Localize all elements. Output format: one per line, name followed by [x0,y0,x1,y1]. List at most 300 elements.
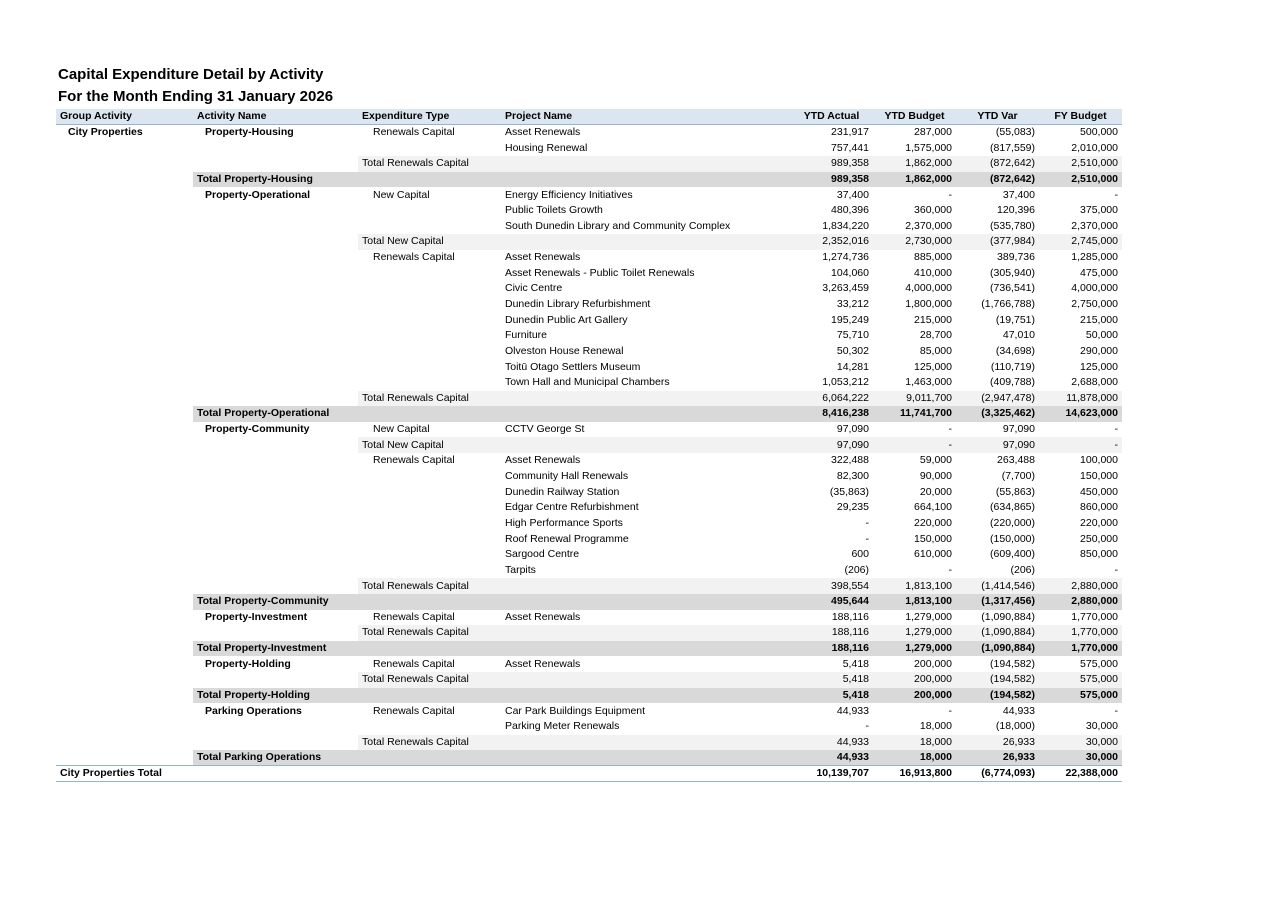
ytd-actual-cell: 75,710 [836,329,869,342]
expenditure-type-cell: Renewals Capital [373,657,455,670]
empty-cell [501,735,790,751]
empty-cell [501,766,790,782]
group-activity-cell [56,359,193,375]
fy-budget-cell: 575,000 [1080,657,1118,670]
table-row [56,297,1122,313]
activity-name-cell [193,563,358,579]
report-title: Capital Expenditure Detail by Activity [58,66,324,83]
activity-name-cell [193,218,358,234]
table-row [56,328,1122,344]
activity-name-cell [193,140,358,156]
project-name-cell: Energy Efficiency Initiatives [505,188,633,201]
empty-cell [501,594,790,610]
expenditure-type-cell [358,312,501,328]
empty-cell [56,391,193,407]
group-activity-cell [56,187,193,203]
ytd-var-cell: (194,582) [956,688,1039,704]
col-header-activity-name: Activity Name [193,109,358,125]
ytd-var-cell: (7,700) [1001,470,1035,483]
fy-budget-cell: 50,000 [1085,329,1118,342]
ytd-actual-cell: - [865,532,869,545]
project-name-cell: Toitū Otago Settlers Museum [505,360,641,373]
fy-budget-cell: 30,000 [1085,720,1118,733]
project-name-cell: Dunedin Library Refurbishment [505,298,651,310]
fy-budget-cell: 850,000 [1080,548,1118,561]
ytd-actual-cell: 989,358 [790,172,873,188]
ytd-var-cell: (1,090,884) [956,625,1039,641]
ytd-budget-cell: 2,730,000 [873,234,956,250]
fy-budget-cell: 22,388,000 [1039,766,1122,782]
ytd-actual-cell: 5,418 [790,672,873,688]
ytd-budget-cell: 200,000 [914,657,952,670]
ytd-budget-cell: 1,862,000 [873,172,956,188]
table-row [56,547,1122,563]
project-name-cell: Asset Renewals [505,251,581,264]
ytd-budget-cell: 150,000 [914,532,952,545]
fy-budget-cell: 2,880,000 [1039,594,1122,610]
fy-budget-cell: 11,878,000 [1039,391,1122,407]
ytd-actual-cell: 44,933 [790,750,873,766]
fy-budget-cell: 150,000 [1080,470,1118,483]
activity-total-label: Total Parking Operations [193,750,358,766]
ytd-budget-cell: 16,913,800 [873,766,956,782]
table-row [56,516,1122,532]
activity-name-cell: Parking Operations [205,704,302,717]
fy-budget-cell: 500,000 [1080,126,1118,139]
empty-cell [358,594,501,610]
ytd-var-cell: (377,984) [956,234,1039,250]
ytd-budget-cell: 1,279,000 [873,625,956,641]
group-activity-cell [56,375,193,391]
table-row [56,469,1122,485]
activity-name-cell [193,265,358,281]
project-name-cell: Parking Meter Renewals [505,720,620,733]
ytd-budget-cell: 1,463,000 [905,376,952,389]
ytd-var-cell: 37,400 [1002,188,1035,201]
activity-name-cell [193,516,358,532]
activity-name-cell [193,250,358,266]
ytd-actual-cell: 1,053,212 [822,376,869,389]
activity-total-label: Total Property-Housing [193,172,358,188]
empty-cell [501,672,790,688]
project-name-cell: Tarpits [505,563,536,576]
fy-budget-cell: 2,880,000 [1039,578,1122,594]
fy-budget-cell: 290,000 [1080,344,1118,357]
ytd-budget-cell: 18,000 [873,750,956,766]
group-activity-cell [56,203,193,219]
ytd-actual-cell: 5,418 [842,657,869,670]
subtotal-label: Total New Capital [358,234,501,250]
group-activity-cell [56,218,193,234]
grand-total-label: City Properties Total [56,766,193,782]
ytd-var-cell: (535,780) [990,219,1035,232]
ytd-actual-cell: 44,933 [836,704,869,717]
project-name-cell: CCTV George St [505,423,585,436]
subtotal-label: Total New Capital [358,437,501,453]
activity-name-cell [193,484,358,500]
project-name-cell: Furniture [505,329,548,342]
expenditure-type-cell [358,500,501,516]
activity-total-row [56,750,1122,766]
empty-cell [56,594,193,610]
expenditure-type-cell [358,203,501,219]
ytd-budget-cell: 1,279,000 [905,610,952,623]
project-name-cell: Town Hall and Municipal Chambers [505,376,670,389]
ytd-actual-cell: 33,212 [836,298,869,310]
table-row [56,500,1122,516]
ytd-var-cell: (194,582) [956,672,1039,688]
ytd-var-cell: (18,000) [995,720,1035,733]
empty-cell [501,406,790,422]
activity-name-cell [193,281,358,297]
group-activity-cell [56,656,193,672]
subtotal-label: Total Renewals Capital [358,156,501,172]
empty-cell [501,625,790,641]
ytd-var-cell: 26,933 [956,735,1039,751]
ytd-actual-cell: 322,488 [831,454,869,467]
ytd-budget-cell: 2,370,000 [905,219,952,232]
ytd-var-cell: (1,090,884) [981,610,1035,623]
expenditure-type-cell [358,719,501,735]
activity-name-cell [193,531,358,547]
ytd-var-cell: (1,414,546) [956,578,1039,594]
fy-budget-cell: 215,000 [1080,313,1118,326]
empty-cell [56,688,193,704]
group-activity-cell [56,328,193,344]
ytd-var-cell: (150,000) [990,532,1035,545]
ytd-budget-cell: 1,800,000 [905,298,952,310]
fy-budget-cell: - [1114,423,1118,436]
table-row [56,140,1122,156]
empty-cell [358,406,501,422]
expenditure-type-cell: New Capital [373,188,430,201]
activity-name-cell: Property-Housing [205,126,294,139]
table-row [56,203,1122,219]
project-name-cell: Asset Renewals [505,610,581,623]
project-name-cell: Dunedin Public Art Gallery [505,313,628,326]
fy-budget-cell: 2,750,000 [1071,298,1118,310]
expenditure-type-cell [358,218,501,234]
ytd-actual-cell: 2,352,016 [790,234,873,250]
ytd-var-cell: (34,698) [995,344,1035,357]
ytd-budget-cell: 610,000 [914,548,952,561]
fy-budget-cell: 4,000,000 [1071,282,1118,295]
empty-cell [501,750,790,766]
ytd-var-cell: (6,774,093) [956,766,1039,782]
fy-budget-cell: 125,000 [1080,360,1118,373]
fy-budget-cell: 14,623,000 [1039,406,1122,422]
subtotal-row [56,437,1122,453]
expenditure-type-cell: Renewals Capital [373,610,455,623]
ytd-var-cell: 120,396 [997,204,1035,217]
table-row [56,656,1122,672]
fy-budget-cell: 2,510,000 [1039,156,1122,172]
ytd-budget-cell: 410,000 [914,266,952,279]
activity-name-cell: Property-Community [205,423,310,436]
group-activity-cell [56,500,193,516]
empty-cell [56,750,193,766]
ytd-var-cell: 97,090 [1002,423,1035,436]
activity-name-cell: Property-Investment [205,610,308,623]
subtotal-row [56,672,1122,688]
ytd-var-cell: (110,719) [990,360,1035,373]
ytd-var-cell: (55,083) [995,126,1035,139]
empty-cell [56,437,193,453]
ytd-var-cell: (1,090,884) [956,641,1039,657]
ytd-budget-cell: 200,000 [873,688,956,704]
ytd-actual-cell: 10,139,707 [790,766,873,782]
subtotal-label: Total Renewals Capital [358,735,501,751]
report-subtitle: For the Month Ending 31 January 2026 [58,88,334,105]
group-activity-cell: City Properties [68,126,143,139]
subtotal-row [56,391,1122,407]
project-name-cell: Housing Renewal [505,141,588,154]
fy-budget-cell: 1,770,000 [1039,641,1122,657]
activity-name-cell [193,375,358,391]
col-header-ytd-budget: YTD Budget [873,109,956,125]
project-name-cell: High Performance Sports [505,516,623,529]
group-activity-cell [56,453,193,469]
activity-total-row [56,406,1122,422]
ytd-actual-cell: 188,116 [790,641,873,657]
ytd-var-cell: (2,947,478) [956,391,1039,407]
ytd-budget-cell: 1,575,000 [905,141,952,154]
ytd-actual-cell: 600 [851,548,869,561]
activity-total-label: Total Property-Holding [193,688,358,704]
ytd-actual-cell: 1,274,736 [822,251,869,264]
fy-budget-cell: - [1114,704,1118,717]
ytd-actual-cell: 37,400 [836,188,869,201]
grand-total-row [56,766,1122,782]
ytd-actual-cell: - [865,516,869,529]
subtotal-row [56,578,1122,594]
fy-budget-cell: 860,000 [1080,501,1118,514]
project-name-cell: Asset Renewals [505,454,581,467]
ytd-var-cell: (409,788) [990,376,1035,389]
group-activity-cell [56,297,193,313]
empty-cell [193,391,358,407]
ytd-var-cell: (609,400) [990,548,1035,561]
col-header-group-activity: Group Activity [56,109,193,125]
ytd-actual-cell: 757,441 [831,141,869,154]
group-activity-cell [56,719,193,735]
fy-budget-cell: 475,000 [1080,266,1118,279]
empty-cell [56,156,193,172]
activity-total-label: Total Property-Operational [193,406,358,422]
project-name-cell: Public Toilets Growth [505,204,603,217]
project-name-cell: Community Hall Renewals [505,470,629,483]
fy-budget-cell: - [1039,437,1122,453]
expenditure-type-cell [358,563,501,579]
ytd-var-cell: (872,642) [956,156,1039,172]
group-activity-cell [56,563,193,579]
activity-total-row [56,172,1122,188]
subtotal-row [56,625,1122,641]
empty-cell [56,172,193,188]
group-activity-cell [56,312,193,328]
report-header [58,64,333,108]
col-header-ytd-var: YTD Var [956,109,1039,125]
table-row [56,187,1122,203]
group-activity-cell [56,516,193,532]
empty-cell [501,688,790,704]
ytd-budget-cell: 1,862,000 [873,156,956,172]
ytd-var-cell: 26,933 [956,750,1039,766]
subtotal-row [56,735,1122,751]
fy-budget-cell: 450,000 [1080,485,1118,498]
table-header-row [56,109,1122,125]
project-name-cell: Olveston House Renewal [505,344,624,357]
table-body [56,109,1122,782]
ytd-actual-cell: 480,396 [831,204,869,217]
ytd-budget-cell: 20,000 [919,485,952,498]
project-name-cell: South Dunedin Library and Community Complex [505,219,731,232]
ytd-budget-cell: - [873,437,956,453]
empty-cell [193,766,358,782]
capex-table [56,109,1122,782]
fy-budget-cell: 30,000 [1039,750,1122,766]
ytd-actual-cell: 97,090 [836,423,869,436]
ytd-actual-cell: 8,416,238 [790,406,873,422]
activity-name-cell [193,359,358,375]
ytd-budget-cell: 1,813,100 [873,594,956,610]
table-row [56,453,1122,469]
empty-cell [193,735,358,751]
ytd-var-cell: (19,751) [995,313,1035,326]
ytd-budget-cell: 360,000 [914,204,952,217]
empty-cell [56,578,193,594]
subtotal-label: Total Renewals Capital [358,672,501,688]
ytd-budget-cell: 85,000 [919,344,952,357]
project-name-cell: Roof Renewal Programme [505,532,629,545]
project-name-cell: Asset Renewals [505,126,581,139]
expenditure-type-cell [358,140,501,156]
fy-budget-cell: 1,770,000 [1039,625,1122,641]
fy-budget-cell: 30,000 [1039,735,1122,751]
empty-cell [501,234,790,250]
activity-total-label: Total Property-Community [193,594,358,610]
expenditure-type-cell [358,359,501,375]
ytd-actual-cell: 3,263,459 [822,282,869,295]
ytd-budget-cell: - [948,188,952,201]
activity-name-cell [193,547,358,563]
project-name-cell: Dunedin Railway Station [505,485,620,498]
fy-budget-cell: 1,770,000 [1071,610,1118,623]
ytd-var-cell: (55,863) [995,485,1035,498]
ytd-budget-cell: 90,000 [919,470,952,483]
activity-name-cell [193,312,358,328]
table-row [56,281,1122,297]
table-row [56,531,1122,547]
fy-budget-cell: 575,000 [1039,688,1122,704]
ytd-actual-cell: (206) [844,563,869,576]
group-activity-cell [56,344,193,360]
ytd-budget-cell: - [948,563,952,576]
group-activity-cell [56,140,193,156]
expenditure-type-cell: New Capital [373,423,430,436]
ytd-actual-cell: - [865,720,869,733]
fy-budget-cell: 2,370,000 [1071,219,1118,232]
fy-budget-cell: - [1114,563,1118,576]
col-header-fy-budget: FY Budget [1039,109,1122,125]
activity-total-row [56,641,1122,657]
table-row [56,312,1122,328]
empty-cell [193,672,358,688]
expenditure-type-cell: Renewals Capital [373,251,455,264]
ytd-actual-cell: 231,917 [831,126,869,139]
ytd-budget-cell: 11,741,700 [873,406,956,422]
expenditure-type-cell [358,281,501,297]
subtotal-row [56,156,1122,172]
group-activity-cell [56,265,193,281]
group-activity-cell [56,703,193,719]
ytd-var-cell: 389,736 [997,251,1035,264]
activity-name-cell [193,344,358,360]
empty-cell [358,641,501,657]
empty-cell [358,750,501,766]
project-name-cell: Asset Renewals - Public Toilet Renewals [505,266,695,279]
ytd-budget-cell: 287,000 [914,126,952,139]
ytd-var-cell: 47,010 [1002,329,1035,342]
project-name-cell: Car Park Buildings Equipment [505,704,646,717]
group-activity-cell [56,422,193,438]
table-row [56,125,1122,141]
expenditure-type-cell [358,547,501,563]
ytd-budget-cell: 1,813,100 [873,578,956,594]
ytd-actual-cell: (35,863) [829,485,869,498]
ytd-actual-cell: 398,554 [790,578,873,594]
activity-name-cell: Property-Holding [205,657,291,670]
ytd-actual-cell: 97,090 [790,437,873,453]
expenditure-type-cell: Renewals Capital [373,454,455,467]
table-row [56,610,1122,626]
table-row [56,484,1122,500]
empty-cell [193,437,358,453]
expenditure-type-cell [358,484,501,500]
ytd-budget-cell: 4,000,000 [905,282,952,295]
ytd-actual-cell: 188,116 [831,610,869,623]
table-row [56,218,1122,234]
fy-budget-cell: 220,000 [1080,516,1118,529]
ytd-budget-cell: 885,000 [914,251,952,264]
empty-cell [501,156,790,172]
ytd-actual-cell: 50,302 [836,344,869,357]
fy-budget-cell: 1,285,000 [1071,251,1118,264]
empty-cell [358,172,501,188]
expenditure-type-cell [358,265,501,281]
subtotal-label: Total Renewals Capital [358,391,501,407]
fy-budget-cell: 250,000 [1080,532,1118,545]
expenditure-type-cell: Renewals Capital [373,704,455,717]
ytd-budget-cell: 125,000 [914,360,952,373]
empty-cell [358,688,501,704]
empty-cell [193,578,358,594]
col-header-ytd-actual: YTD Actual [790,109,873,125]
ytd-budget-cell: 215,000 [914,313,952,326]
col-header-expenditure-type: Expenditure Type [358,109,501,125]
group-activity-cell [56,281,193,297]
fy-budget-cell: 375,000 [1080,204,1118,217]
ytd-var-cell: 263,488 [997,454,1035,467]
expenditure-type-cell [358,328,501,344]
expenditure-type-cell [358,344,501,360]
ytd-var-cell: (194,582) [990,657,1035,670]
table-row [56,344,1122,360]
ytd-actual-cell: 14,281 [836,360,869,373]
table-row [56,563,1122,579]
fy-budget-cell: 2,510,000 [1039,172,1122,188]
ytd-budget-cell: 18,000 [919,720,952,733]
